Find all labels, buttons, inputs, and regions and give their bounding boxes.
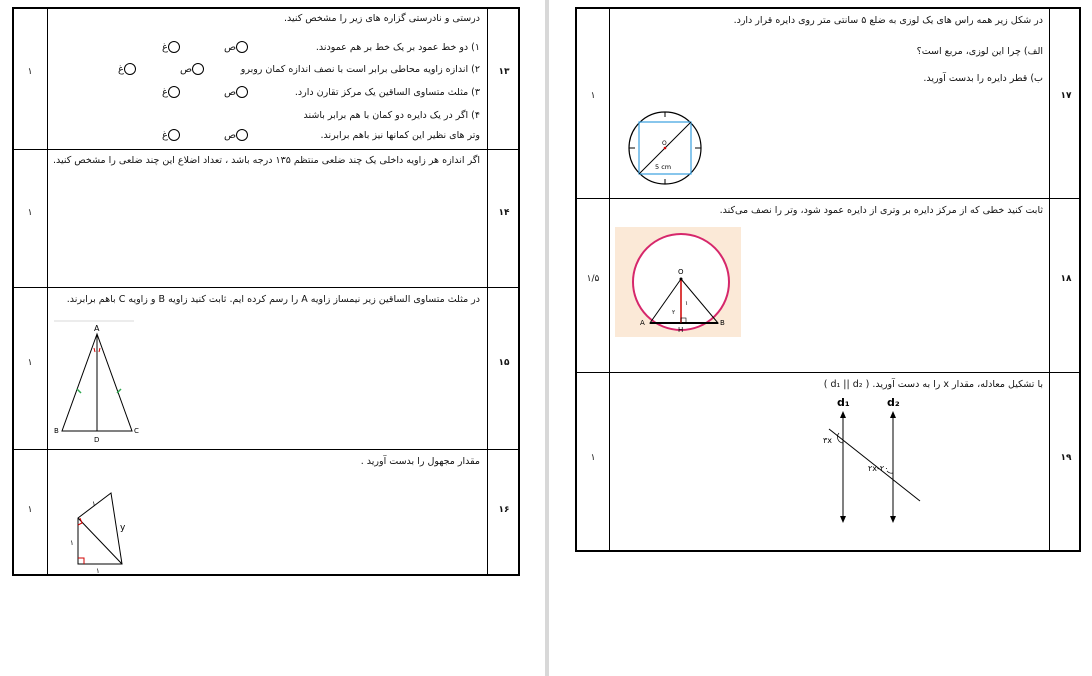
radio-circle[interactable]: [168, 86, 180, 98]
label-o: O: [662, 140, 667, 147]
radio-circle[interactable]: [236, 129, 248, 141]
radio-circle[interactable]: [236, 41, 248, 53]
question-17: [577, 9, 1079, 199]
score: ۱/۵: [586, 274, 600, 284]
option-true-1[interactable]: ص: [224, 41, 248, 53]
question-number: ۱۳: [498, 67, 510, 77]
statement-4: ۴) اگر در یک دایره دو کمان با هم برابر باشند: [303, 110, 480, 121]
label-d2: d₂: [887, 396, 900, 409]
label-one-c: ۱: [92, 500, 96, 508]
label-two: ۲: [672, 309, 676, 316]
question-16: [14, 450, 518, 574]
left-question-table: [12, 7, 520, 576]
radio-circle[interactable]: [168, 129, 180, 141]
question-number: ۱۷: [1060, 91, 1072, 101]
statement-4-cont: وتر های نظیر این کمانها نیز باهم برابرند.: [320, 130, 480, 141]
option-true-4[interactable]: ص: [224, 129, 248, 141]
question-text: ثابت کنید خطی که از مرکز دایره بر وتری از دایره عمود شود، وتر را نصف می‌کند.: [719, 205, 1043, 216]
option-false-2[interactable]: غ: [118, 63, 136, 75]
score: ۱: [27, 67, 33, 77]
question-text: مقدار مجهول را بدست آورید .: [360, 456, 480, 467]
radio-circle[interactable]: [168, 41, 180, 53]
option-false-3[interactable]: غ: [162, 86, 180, 98]
question-19: [577, 373, 1079, 552]
radio-circle[interactable]: [236, 86, 248, 98]
score: ۱: [27, 208, 33, 218]
label-b: B: [54, 427, 59, 435]
question-number: ۱۹: [1060, 453, 1072, 463]
score: ۱: [27, 505, 33, 515]
label-one-b: ۱: [96, 567, 100, 575]
option-true-2[interactable]: ص: [180, 63, 204, 75]
question-number: ۱۵: [498, 358, 510, 368]
label-one: ۱: [685, 300, 689, 307]
right-triangles-figure: [66, 490, 156, 575]
label-a: A: [640, 319, 645, 327]
square-in-circle-figure: [625, 108, 705, 188]
label-angle-2: ۲x-۲۰: [868, 464, 889, 473]
label-d: D: [94, 436, 100, 444]
option-false-4[interactable]: غ: [162, 129, 180, 141]
question-15: [14, 288, 518, 450]
question-text: در مثلث متساوی الساقین زیر نیمساز زاویه A را رسم کرده ایم. ثابت کنید زاویه B و زاویه C باهم برابرند.: [66, 294, 480, 305]
statement-1: ۱) دو خط عمود بر یک خط بر هم عمودند.: [315, 42, 480, 53]
statement-3: ۳) مثلث متساوی الساقین یک مرکز تقارن دارد.: [294, 87, 480, 98]
left-page: [0, 0, 545, 676]
isosceles-triangle-figure: [54, 316, 164, 446]
label-side: 5 cm: [655, 163, 672, 171]
statement-2: ۲) اندازه زاویه محاطی برابر است با نصف اندازه کمان روبرو: [240, 64, 480, 75]
right-page: [549, 0, 1092, 676]
score: ۱: [590, 453, 596, 463]
part-a: الف) چرا این لوزی، مربع است؟: [916, 46, 1043, 57]
question-14: [14, 150, 518, 288]
question-text: با تشکیل معادله، مقدار x را به دست آورید. ( d₁ || d₂ ): [823, 379, 1043, 390]
label-d1: d₁: [837, 396, 850, 409]
label-c: C: [134, 427, 139, 435]
part-b: ب) قطر دایره را بدست آورید.: [923, 73, 1043, 84]
radio-circle[interactable]: [192, 63, 204, 75]
radio-circle[interactable]: [124, 63, 136, 75]
label-y: y: [120, 523, 126, 533]
option-false-1[interactable]: غ: [162, 41, 180, 53]
question-number: ۱۸: [1060, 274, 1072, 284]
parallel-lines-figure: [795, 393, 925, 533]
label-angle-1: ۳x: [823, 436, 833, 445]
question-18: [577, 199, 1079, 373]
question-number: ۱۶: [498, 505, 510, 515]
question-text: در شکل زیر همه راس های یک لوزی به ضلع ۵ سانتی متر روی دایره قرار دارد.: [733, 15, 1043, 26]
label-b: B: [720, 319, 725, 327]
score: ۱: [27, 358, 33, 368]
question-title: درستی و نادرستی گزاره های زیر را مشخص کنید.: [283, 13, 480, 24]
label-one-a: ۱: [70, 539, 74, 547]
option-true-3[interactable]: ص: [224, 86, 248, 98]
label-a: A: [94, 324, 100, 333]
question-number: ۱۴: [498, 208, 510, 218]
score: ۱: [590, 91, 596, 101]
right-question-table: [575, 7, 1081, 552]
question-13: [14, 9, 518, 150]
circle-chord-figure: [615, 227, 741, 337]
label-h: H: [678, 326, 684, 334]
question-text: اگر اندازه هر زاویه داخلی یک چند ضلعی منتظم ۱۳۵ درجه باشد ، تعداد اضلاع این چند ضلعی را مشخص کنید.: [53, 155, 480, 166]
label-o: O: [678, 268, 684, 276]
